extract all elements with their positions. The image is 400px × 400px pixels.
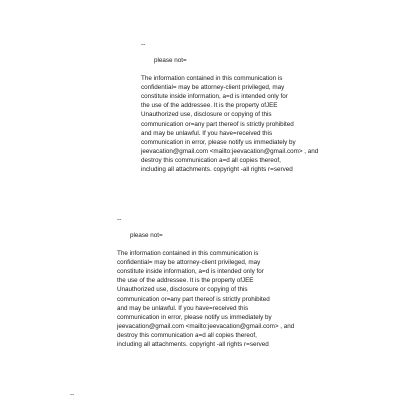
separator-dash: -- [141, 41, 146, 48]
notice-line: constitute inside information, a=d is intended only for [117, 268, 264, 276]
notice-line: communication in error, please notify us immediately by [141, 138, 296, 146]
notice-line: The information contained in this communication is [141, 75, 283, 83]
message-footer-1 [141, 40, 391, 174]
notice-line: communication or=any part thereof is strictly prohibited [141, 120, 294, 128]
separator-dash: -- [117, 216, 122, 223]
notice-line: confidential= may be attorney-client privileged, may [117, 259, 261, 267]
notice-line: destroy this communication a=d all copies thereof, [141, 156, 281, 164]
note-heading: please not= [154, 57, 187, 64]
notice-line: communication in error, please notify us immediately by [117, 313, 272, 321]
notice-line: confidential= may be attorney-client privileged, may [141, 84, 285, 92]
notice-line: constitute inside information, a=d is intended only for [141, 93, 288, 101]
notice-line: destroy this communication a=d all copies thereof, [117, 331, 257, 339]
notice-line: the use of the addressee. It is the property ofJEE [141, 102, 278, 110]
notice-line: Unauthorized use, disclosure or copying of this [117, 286, 248, 294]
notice-line: and may be unlawful. If you have=received this [141, 129, 273, 137]
notice-line: The information contained in this communication is [117, 250, 259, 258]
confidentiality-notice [141, 74, 391, 174]
note-heading: please not= [130, 232, 163, 239]
notice-line: including all attachments. copyright -all rights r=served [141, 166, 293, 174]
notice-line: including all attachments. copyright -all rights r=served [117, 341, 269, 349]
notice-line: communication or=any part thereof is strictly prohibited [117, 295, 270, 303]
separator-dash: -- [70, 391, 75, 398]
notice-line-email: jeevacation@gmail.com <mailto:jeevacation@gmail.com> , and [141, 147, 319, 155]
notice-line-email: jeevacation@gmail.com <mailto:jeevacation@gmail.com> , and [117, 322, 295, 330]
confidentiality-notice [117, 249, 387, 349]
notice-line: and may be unlawful. If you have=received this [117, 304, 249, 312]
notice-line: the use of the addressee. It is the property ofJEE [117, 277, 254, 285]
message-footer-2 [117, 215, 387, 349]
notice-line: Unauthorized use, disclosure or copying of this [141, 111, 272, 119]
